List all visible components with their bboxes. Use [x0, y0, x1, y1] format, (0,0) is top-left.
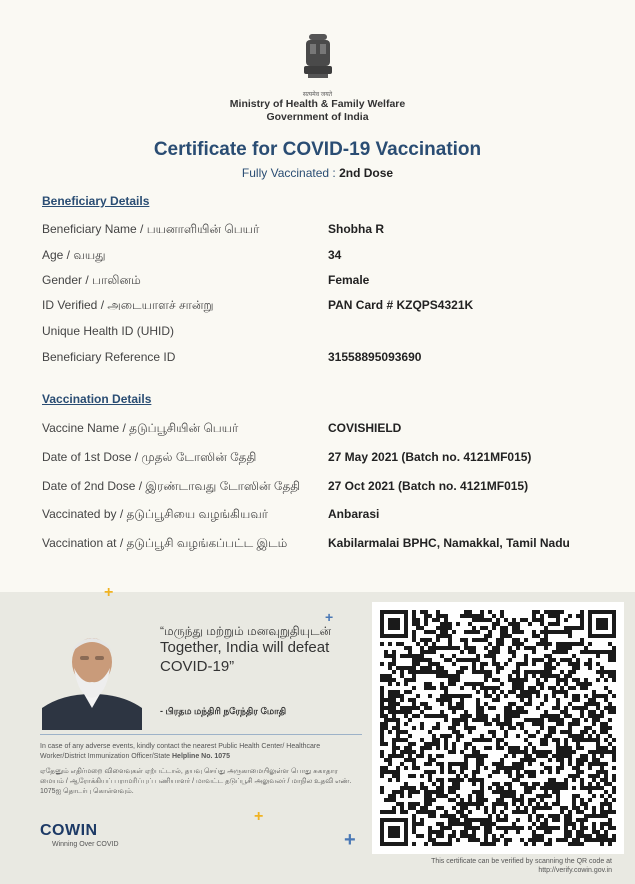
- row-label: ID Verified / அடையாளச் சான்று: [42, 298, 214, 312]
- plus-decoration-icon: +: [344, 829, 356, 851]
- row-value: COVISHIELD: [328, 421, 402, 435]
- row-value: PAN Card # KZQPS4321K: [328, 298, 474, 312]
- qr-verify-url[interactable]: http://verify.cowin.gov.in: [538, 867, 612, 874]
- quote-tamil: “மருந்து மற்றும் மனவுறுதியுடன்: [160, 624, 332, 638]
- row-label: Vaccine Name / தடுப்பூசியின் பெயர்: [42, 421, 239, 435]
- beneficiary-section-title: Beneficiary Details: [42, 194, 150, 208]
- row-label: Vaccination at / தடுப்பூசி வழங்கப்பட்ட இடம்: [42, 536, 288, 550]
- cowin-tagline: Winning Over COVID: [52, 841, 119, 848]
- quote: [160, 624, 360, 676]
- vaccinated-by-row: [42, 507, 602, 527]
- qr-verification-note: [380, 857, 612, 875]
- row-value: 27 May 2021 (Batch no. 4121MF015): [328, 450, 532, 464]
- vaccination-section-title: Vaccination Details: [42, 392, 152, 406]
- adverse-events-notice: [40, 742, 362, 762]
- divider: [40, 734, 362, 735]
- quote-byline: - பிரதம மந்திரி நரேந்திர மோதி: [160, 706, 287, 716]
- national-emblem-icon: [300, 32, 336, 90]
- row-label: Vaccinated by / தடுப்பூசியை வழங்கியவர்: [42, 507, 269, 521]
- government-name: Government of India: [266, 111, 369, 123]
- vaccine-name-row: [42, 421, 602, 441]
- row-value: Kabilarmalai BPHC, Namakkal, Tamil Nadu: [328, 536, 570, 550]
- beneficiary-name-row: [42, 222, 602, 242]
- plus-decoration-icon: +: [325, 609, 334, 625]
- prime-minister-portrait: [42, 630, 142, 730]
- row-label: Date of 2nd Dose / இரண்டாவது டோஸின் தேதி: [42, 479, 301, 493]
- certificate-title: Certificate for COVID-19 Vaccination: [153, 139, 482, 160]
- row-label: Date of 1st Dose / முதல் டோஸின் தேதி: [42, 450, 257, 464]
- row-value: 27 Oct 2021 (Batch no. 4121MF015): [328, 479, 529, 493]
- quote-english: Together, India will defeat COVID-19”: [160, 639, 330, 675]
- verification-qr-code[interactable]: [380, 610, 616, 846]
- vaccination-at-row: [42, 536, 602, 556]
- gender-row: [42, 273, 602, 293]
- adverse-events-notice-tamil: ஏதேனும் எதிர்மறை விளைவுகள் ஏற்பட்டால், தயவு செய்து அருகாமையிலுள்ள பொது சுகாதார மையம் / ஆரோக்கியப் பராமரிப்புப் பணியாளர் / மாவட்ட தடுப்பூசி அலுவலர் / மாநில உதவி எண். 1075ஐ தொடர்பு கொள்ளவும்.: [40, 768, 352, 795]
- row-label: Age / வயது: [42, 248, 106, 262]
- row-value: Anbarasi: [328, 507, 380, 521]
- ministry-name: Ministry of Health & Family Welfare: [229, 98, 406, 110]
- row-label: Beneficiary Reference ID: [42, 350, 176, 364]
- qr-note-line: This certificate can be verified by scanning the QR code at: [431, 858, 612, 865]
- emblem-caption: सत्यमेव जयते: [302, 92, 333, 98]
- age-row: [42, 248, 602, 268]
- plus-decoration-icon: +: [104, 584, 114, 601]
- row-label: Unique Health ID (UHID): [42, 324, 175, 338]
- status-prefix: Fully Vaccinated :: [241, 166, 340, 180]
- uhid-row: [42, 324, 602, 344]
- row-value: Female: [328, 273, 370, 287]
- row-value: 34: [328, 248, 342, 262]
- row-value: 31558895093690: [328, 350, 422, 364]
- cowin-logo: COWIN: [40, 822, 98, 839]
- vaccination-status: [0, 166, 635, 180]
- row-value: Shobha R: [328, 222, 384, 236]
- second-dose-row: [42, 479, 602, 499]
- id-verified-row: [42, 298, 602, 318]
- helpline-number: Helpline No. 1075: [172, 753, 230, 760]
- status-value: 2nd Dose: [339, 166, 394, 180]
- qr-code-panel: [372, 602, 624, 854]
- plus-decoration-icon: +: [254, 808, 264, 825]
- row-label: Beneficiary Name / பயனாளியின் பெயர்: [42, 222, 260, 236]
- first-dose-row: [42, 450, 602, 470]
- adverse-text: In case of any adverse events, kindly contact the nearest Public Health Center/ Healthcare Worker/District Immunization Officer/State: [40, 743, 321, 760]
- reference-id-row: [42, 350, 602, 370]
- row-label: Gender / பாலினம்: [42, 273, 141, 287]
